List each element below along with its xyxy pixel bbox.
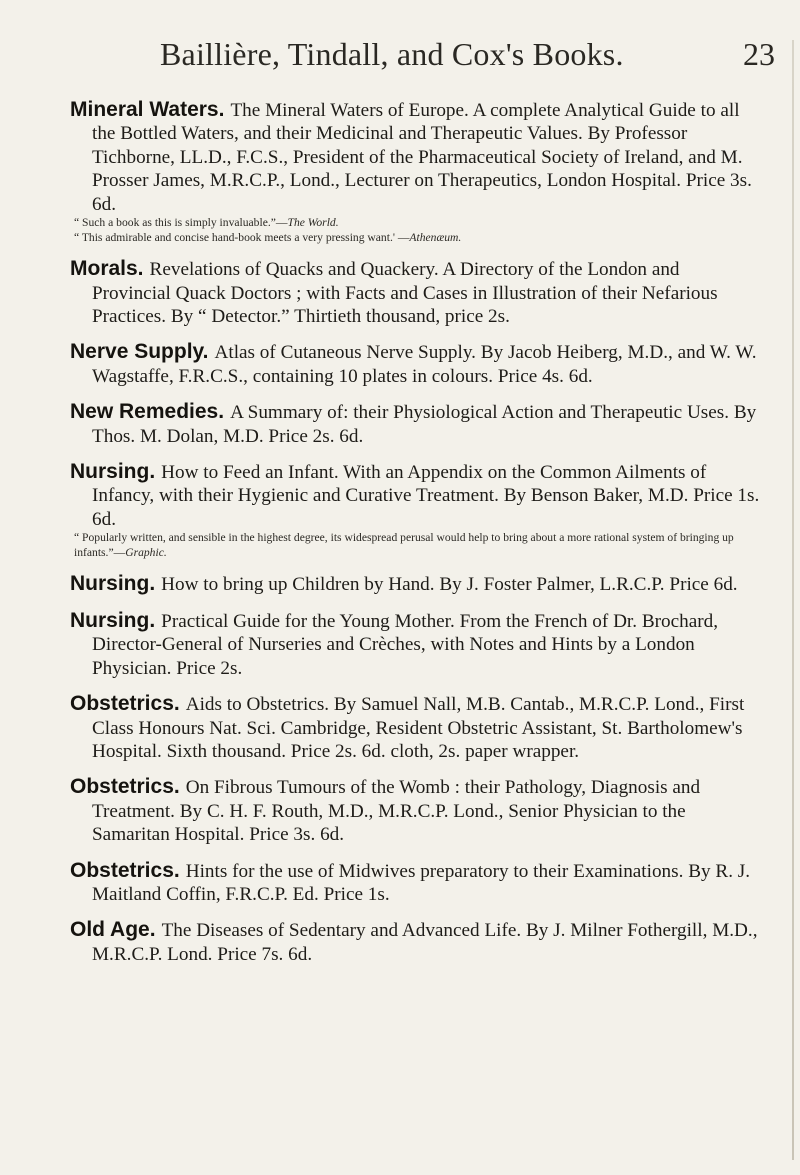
catalogue-entry xyxy=(70,572,760,596)
entry-main xyxy=(70,918,760,966)
entry-heading: Nursing. xyxy=(70,460,156,484)
entry-text: Practical Guide for the Young Mother. From the French of Dr. Brochard, Director-General of Nurseries and Crèches, with Notes and Hints by a London Physician. Price 2s. xyxy=(92,610,719,679)
catalogue-entry xyxy=(70,918,760,966)
catalogue-entry xyxy=(70,859,760,907)
catalogue-entry xyxy=(70,257,760,328)
review-text: “ This admirable and concise hand-book meets a very pressing want.' — xyxy=(74,230,410,244)
entry-text: The Diseases of Sedentary and Advanced Life. By J. Milner Fothergill, M.D., M.R.C.P. Lond. Price 7s. 6d. xyxy=(92,920,758,965)
header-title: Baillière, Tindall, and Cox's Books. xyxy=(160,36,624,72)
entry-main xyxy=(70,460,760,531)
entry-heading: Nursing. xyxy=(70,572,156,596)
catalogue-entry xyxy=(70,692,760,763)
entry-heading: Morals. xyxy=(70,257,144,281)
page-number: 23 xyxy=(743,36,775,72)
review-quote xyxy=(70,531,760,560)
running-header xyxy=(160,36,775,80)
entry-heading: Nerve Supply. xyxy=(70,340,209,364)
review-quote xyxy=(70,216,760,231)
catalogue-entry xyxy=(70,609,760,680)
entry-main xyxy=(70,257,760,328)
entry-main xyxy=(70,692,760,763)
entry-heading: New Remedies. xyxy=(70,400,225,424)
entry-main xyxy=(70,572,760,596)
entry-heading: Old Age. xyxy=(70,918,156,942)
page-edge-shadow xyxy=(792,40,794,1160)
review-source: The World. xyxy=(287,216,339,230)
entry-heading: Obstetrics. xyxy=(70,775,180,799)
entry-main xyxy=(70,400,760,448)
review-text: “ Such a book as this is simply invaluable.”— xyxy=(74,216,288,230)
catalogue-listing xyxy=(70,98,760,978)
entry-main xyxy=(70,340,760,388)
entry-heading: Obstetrics. xyxy=(70,858,180,882)
entry-text: Atlas of Cutaneous Nerve Supply. By Jacob Heiberg, M.D., and W. W. Wagstaffe, F.R.C.S., containing 10 plates in colours. Price 4s. 6d. xyxy=(92,342,757,387)
entry-text: The Mineral Waters of Europe. A complete Analytical Guide to all the Bottled Waters, and their Medicinal and Therapeutic Values. By Professor Tichborne, LL.D., F.C.S., President of the Pharmaceutical Society of Ireland, and M. Prosser James, M.R.C.P., Lond., Lecturer on Therapeutics, London Hospital. Price 3s. 6d. xyxy=(92,100,752,215)
review-source: Athenæum. xyxy=(409,230,462,244)
review-quote xyxy=(70,231,760,246)
catalogue-entry xyxy=(70,775,760,846)
entry-heading: Nursing. xyxy=(70,608,156,632)
catalogue-entry xyxy=(70,400,760,448)
entry-text: A Summary of: their Physiological Action and Therapeutic Uses. By Thos. M. Dolan, M.D. Price 2s. 6d. xyxy=(92,402,757,447)
entry-text: Revelations of Quacks and Quackery. A Directory of the London and Provincial Quack Doctors ; with Facts and Cases in Illustration of their Nefarious Practices. By “ Detector.” Thirtieth thousand, price 2s. xyxy=(92,259,718,328)
entry-heading: Mineral Waters. xyxy=(70,98,225,121)
entry-text: Aids to Obstetrics. By Samuel Nall, M.B. Cantab., M.R.C.P. Lond., First Class Honours Nat. Sci. Cambridge, Resident Obstetric Assistant, St. Bartholomew's Hospital. Sixth thousand. Price 2s. 6d. cloth, 2s. paper wrapper. xyxy=(92,694,745,762)
entry-text: On Fibrous Tumours of the Womb : their Pathology, Diagnosis and Treatment. By C. H. F. Routh, M.D., M.R.C.P. Lond., Senior Physician to the Samaritan Hospital. Price 3s. 6d. xyxy=(92,777,701,846)
entry-text: How to Feed an Infant. With an Appendix on the Common Ailments of Infancy, with their Hygienic and Curative Treatment. By Benson Baker, M.D. Price 1s. 6d. xyxy=(92,462,760,530)
entry-text: How to bring up Children by Hand. By J. Foster Palmer, L.R.C.P. Price 6d. xyxy=(161,574,738,596)
catalogue-entry xyxy=(70,340,760,388)
catalogue-entry xyxy=(70,98,760,245)
entry-main xyxy=(70,98,760,216)
entry-heading: Obstetrics. xyxy=(70,692,180,716)
entry-main xyxy=(70,859,760,907)
review-source: Graphic. xyxy=(125,545,167,559)
catalogue-entry xyxy=(70,460,760,560)
review-text: “ Popularly written, and sensible in the highest degree, its widespread perusal would help to bring about a more rational system of bringing up infants.”— xyxy=(74,531,734,559)
entry-main xyxy=(70,775,760,846)
entry-text: Hints for the use of Midwives preparatory to their Examinations. By R. J. Maitland Coffin, F.R.C.P. Ed. Price 1s. xyxy=(92,860,751,905)
entry-main xyxy=(70,609,760,680)
